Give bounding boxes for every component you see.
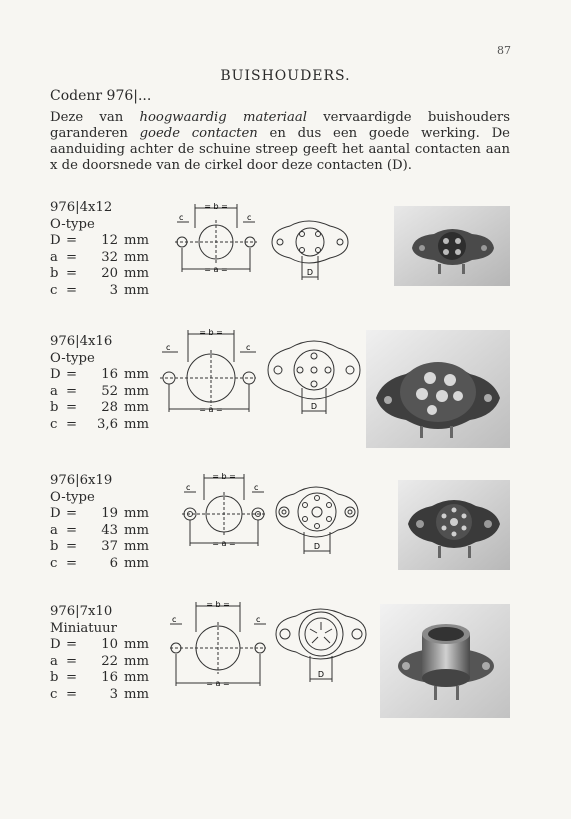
label-c: c xyxy=(172,615,177,624)
socket-photo-4x16 xyxy=(366,330,510,448)
socket-code: 976|7x10 xyxy=(50,604,113,619)
socket-spec-7x10 xyxy=(50,604,150,703)
socket-top-view-6x19 xyxy=(272,478,362,558)
socket-code: 976|4x12 xyxy=(50,200,113,215)
label-b: = b = xyxy=(206,600,230,609)
dimensions: D = 10 mm a = 22 mm b = 16 mm c = 3 mm xyxy=(50,637,150,702)
intro-paragraph: Deze van hoogwaardig materiaal vervaardigde buishouders garanderen goede contacten en dus een goede werking. De aanduiding achter de schuine streep geeft het aantal contacten aan x de doorsnede van de cirkel door deze contacten (D). xyxy=(50,110,511,173)
label-c: c xyxy=(179,213,184,222)
label-a: = a = xyxy=(212,539,236,548)
socket-top-view-4x12 xyxy=(268,212,352,284)
label-d: D xyxy=(310,402,318,411)
label-c: c xyxy=(247,213,252,222)
code-number: Codenr 976|... xyxy=(50,88,152,104)
label-d: D xyxy=(317,670,325,679)
label-b: = b = xyxy=(204,202,228,211)
socket-type: Miniatuur xyxy=(50,620,117,636)
label-a: = a = xyxy=(206,679,230,688)
dimension-drawing-4x12 xyxy=(165,200,265,280)
socket-photo-6x19 xyxy=(398,480,510,570)
socket-photo-7x10 xyxy=(380,604,510,718)
label-d: D xyxy=(306,268,314,277)
label-c: c xyxy=(256,615,261,624)
label-a: = a = xyxy=(199,405,223,414)
socket-spec-4x12 xyxy=(50,200,150,299)
socket-spec-6x19 xyxy=(50,473,150,572)
socket-spec-4x16 xyxy=(50,334,150,433)
dimension-drawing-6x19 xyxy=(176,470,272,552)
page-title: BUISHOUDERS. xyxy=(220,68,351,84)
label-c: c xyxy=(166,343,171,352)
socket-photo-4x12 xyxy=(394,206,510,286)
label-c: c xyxy=(246,343,251,352)
socket-type: O-type xyxy=(50,350,95,366)
label-a: = a = xyxy=(204,265,228,274)
socket-type: O-type xyxy=(50,489,95,505)
socket-code: 976|6x19 xyxy=(50,473,113,488)
label-c: c xyxy=(254,483,259,492)
socket-top-view-7x10 xyxy=(272,602,370,686)
page-number: 87 xyxy=(497,44,511,57)
label-b: = b = xyxy=(212,472,236,481)
label-b: = b = xyxy=(199,328,223,337)
dimensions: D = 16 mm a = 52 mm b = 28 mm c = 3,6 mm xyxy=(50,367,150,432)
label-d: D xyxy=(313,542,321,551)
label-c: c xyxy=(186,483,191,492)
socket-code: 976|4x16 xyxy=(50,334,113,349)
dimension-drawing-7x10 xyxy=(164,598,272,692)
dimensions: D = 19 mm a = 43 mm b = 37 mm c = 6 mm xyxy=(50,506,150,571)
socket-top-view-4x16 xyxy=(264,330,364,418)
dimension-drawing-4x16 xyxy=(152,326,264,418)
dimensions: D = 12 mm a = 32 mm b = 20 mm c = 3 mm xyxy=(50,233,150,298)
socket-type: O-type xyxy=(50,216,95,232)
